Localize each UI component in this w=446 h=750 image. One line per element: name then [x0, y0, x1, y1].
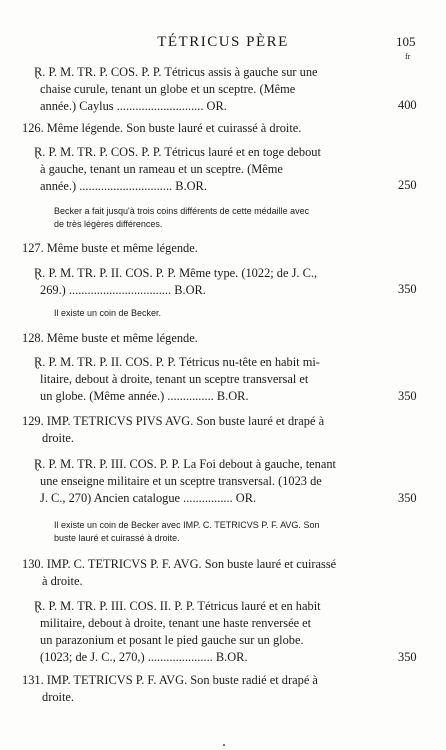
entry-heading: [22, 413, 324, 447]
text-line: 131. IMP. TETRICVS P. F. AVG. Son buste radié et drapé à: [22, 673, 318, 687]
entry-heading: [22, 120, 301, 137]
text-line: Ɽ. P. M. TR. P. COS. P. P. Tétricus lauré et en toge debout: [34, 145, 321, 159]
footnote: [54, 519, 319, 545]
text-line: 129. IMP. TETRICVS PIVS AVG. Son buste lauré et drapé à: [22, 414, 325, 428]
text-line: 126. Même légende. Son buste lauré et cuirassé à droite.: [22, 121, 302, 135]
entry-heading: [22, 556, 336, 590]
text-line: 130. IMP. C. TETRICVS P. F. AVG. Son buste lauré et cuirassé: [22, 557, 337, 571]
reverse-description: [34, 64, 386, 115]
text-line: à gauche, tenant un rameau et un sceptre. (Même: [40, 162, 283, 176]
text-line: année.) .............................. B.OR.: [40, 179, 207, 193]
text-line: buste lauré et cuirassé à droite.: [54, 533, 180, 543]
price: 350: [398, 282, 417, 296]
text-line: 127. Même buste et même légende.: [22, 241, 198, 255]
price: 350: [398, 491, 417, 505]
reverse-description: [34, 144, 321, 195]
price: 350: [398, 650, 417, 664]
text-line: une enseigne militaire et un sceptre transversal. (1023 de: [40, 474, 322, 488]
text-line: (1023; de J. C., 270,) ..................... B.OR.: [40, 650, 248, 664]
text-line: 269.) ................................. B.OR.: [40, 283, 206, 297]
text-line: un globe. (Même année.) ............... B.OR.: [40, 389, 249, 403]
text-line: Il existe un coin de Becker avec IMP. C. TETRICVS P. F. AVG. Son: [54, 520, 320, 530]
entry-heading: [22, 672, 318, 706]
text-line: Ɽ. P. M. TR. P. II. COS. P. P. Même type. (1022; de J. C.,: [34, 266, 318, 280]
price: 400: [398, 98, 417, 112]
reverse-description: [34, 354, 320, 405]
text-line: droite.: [42, 431, 74, 445]
text-line: année.) Caylus ............................ OR.: [40, 99, 227, 113]
entry-heading: [22, 240, 198, 257]
currency-unit: fr: [405, 52, 411, 61]
footnote: [54, 307, 161, 320]
price: 350: [398, 389, 417, 403]
text-line: à droite.: [42, 574, 83, 588]
text-line: Ɽ. P. M. TR. P. III. COS. II. P. P. Tétricus lauré et en habit: [34, 599, 321, 613]
text-line: Ɽ. P. M. TR. P. III. COS. P. P. La Foi debout à gauche, tenant: [34, 457, 336, 471]
text-line: Becker a fait jusqu'à trois coins différents de cette médaille avec: [54, 206, 310, 216]
text-line: chaise curule, tenant un globe et un sceptre. (Même: [40, 82, 296, 96]
text-line: litaire, debout à droite, tenant un sceptre transversal et: [40, 372, 309, 386]
reverse-description: [34, 598, 321, 666]
page-mark: [223, 744, 225, 746]
text-line: de très légères différences.: [54, 219, 163, 229]
text-line: 128. Même buste et même légende.: [22, 331, 198, 345]
text-line: Ɽ. P. M. TR. P. COS. P. P. Tétricus assis à gauche sur une: [34, 65, 318, 79]
price: 250: [398, 178, 417, 192]
reverse-description: [34, 265, 317, 299]
text-line: droite.: [42, 690, 74, 704]
page-number: 105: [396, 34, 416, 49]
text-line: J. C., 270) Ancien catalogue ................ OR.: [40, 491, 257, 505]
reverse-description: [34, 456, 336, 507]
entry-heading: [22, 330, 198, 347]
text-line: un parazonium et posant le pied gauche sur un globe.: [40, 633, 304, 647]
footnote: [54, 205, 309, 231]
text-line: Ɽ. P. M. TR. P. II. COS. P. P. Tétricus nu-tête en habit mi-: [34, 355, 320, 369]
text-line: Il existe un coin de Becker.: [54, 308, 162, 318]
page-title: TÉTRICUS PÈRE: [157, 34, 289, 50]
text-line: militaire, debout à droite, tenant une haste renversée et: [40, 616, 312, 630]
